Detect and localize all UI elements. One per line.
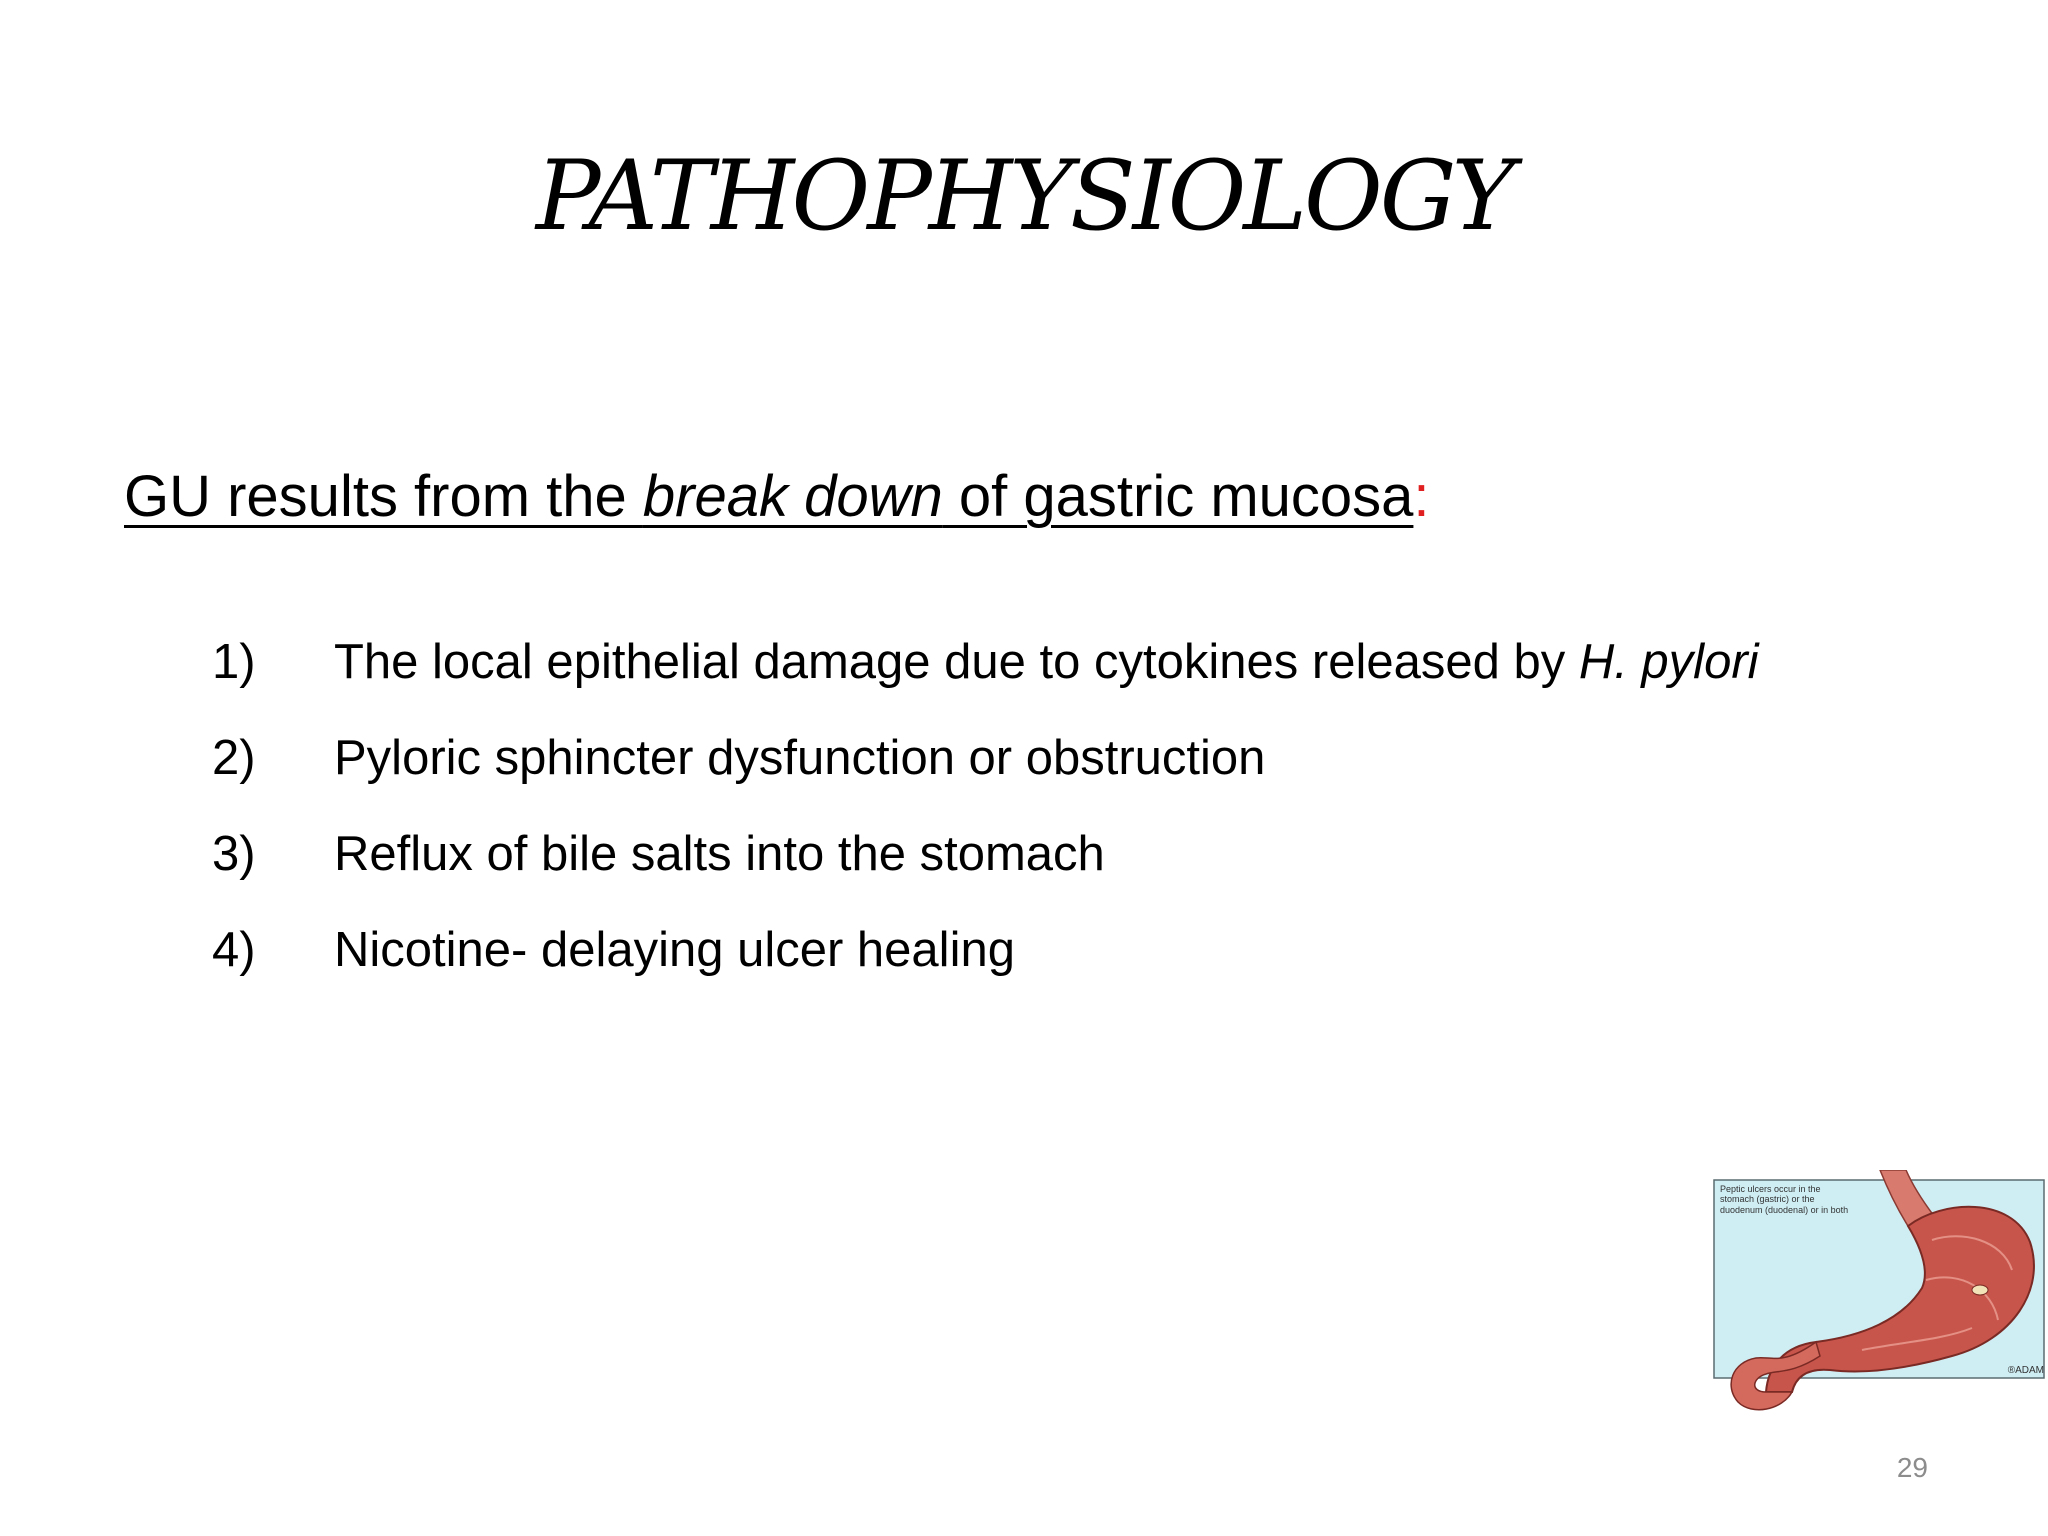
adam-logo: ®ADAM xyxy=(2007,1365,2044,1376)
list-item-text: Nicotine- delaying ulcer healing xyxy=(334,923,1015,977)
illustration-caption: Peptic ulcers occur in the stomach (gastric) or the duodenum (duodenal) or in both xyxy=(1720,1184,1849,1215)
heading-part-1: GU results from the xyxy=(124,464,643,529)
stomach-ulcer-illustration xyxy=(1712,1170,2048,1418)
heading-part-2: of gastric mucosa xyxy=(942,464,1414,529)
list-item xyxy=(212,827,1759,926)
list-item-number: 2) xyxy=(212,731,256,785)
heading-colon: : xyxy=(1413,464,1430,529)
list-item-number: 3) xyxy=(212,827,256,881)
list-item-text-italic: H. pylori xyxy=(1578,635,1759,689)
page-number: 29 xyxy=(1896,1452,1928,1483)
heading-underlined-text xyxy=(124,464,1413,529)
list-item-number: 4) xyxy=(212,923,256,977)
list-item xyxy=(212,923,1759,1022)
slide-heading xyxy=(124,462,1430,532)
list-item-text xyxy=(334,635,1759,689)
list-item xyxy=(212,635,1759,734)
slide-title: PATHOPHYSIOLOGY xyxy=(535,140,1513,252)
list-item-text-main: The local epithelial damage due to cytokines released by xyxy=(334,635,1579,689)
numbered-list xyxy=(212,635,1759,1022)
list-item-text: Pyloric sphincter dysfunction or obstruction xyxy=(334,731,1266,785)
heading-italic: break down xyxy=(642,464,943,529)
list-item-text: Reflux of bile salts into the stomach xyxy=(334,827,1105,881)
list-item xyxy=(212,731,1759,830)
ulcer-mark xyxy=(1972,1285,1988,1295)
list-item-number: 1) xyxy=(212,635,256,689)
